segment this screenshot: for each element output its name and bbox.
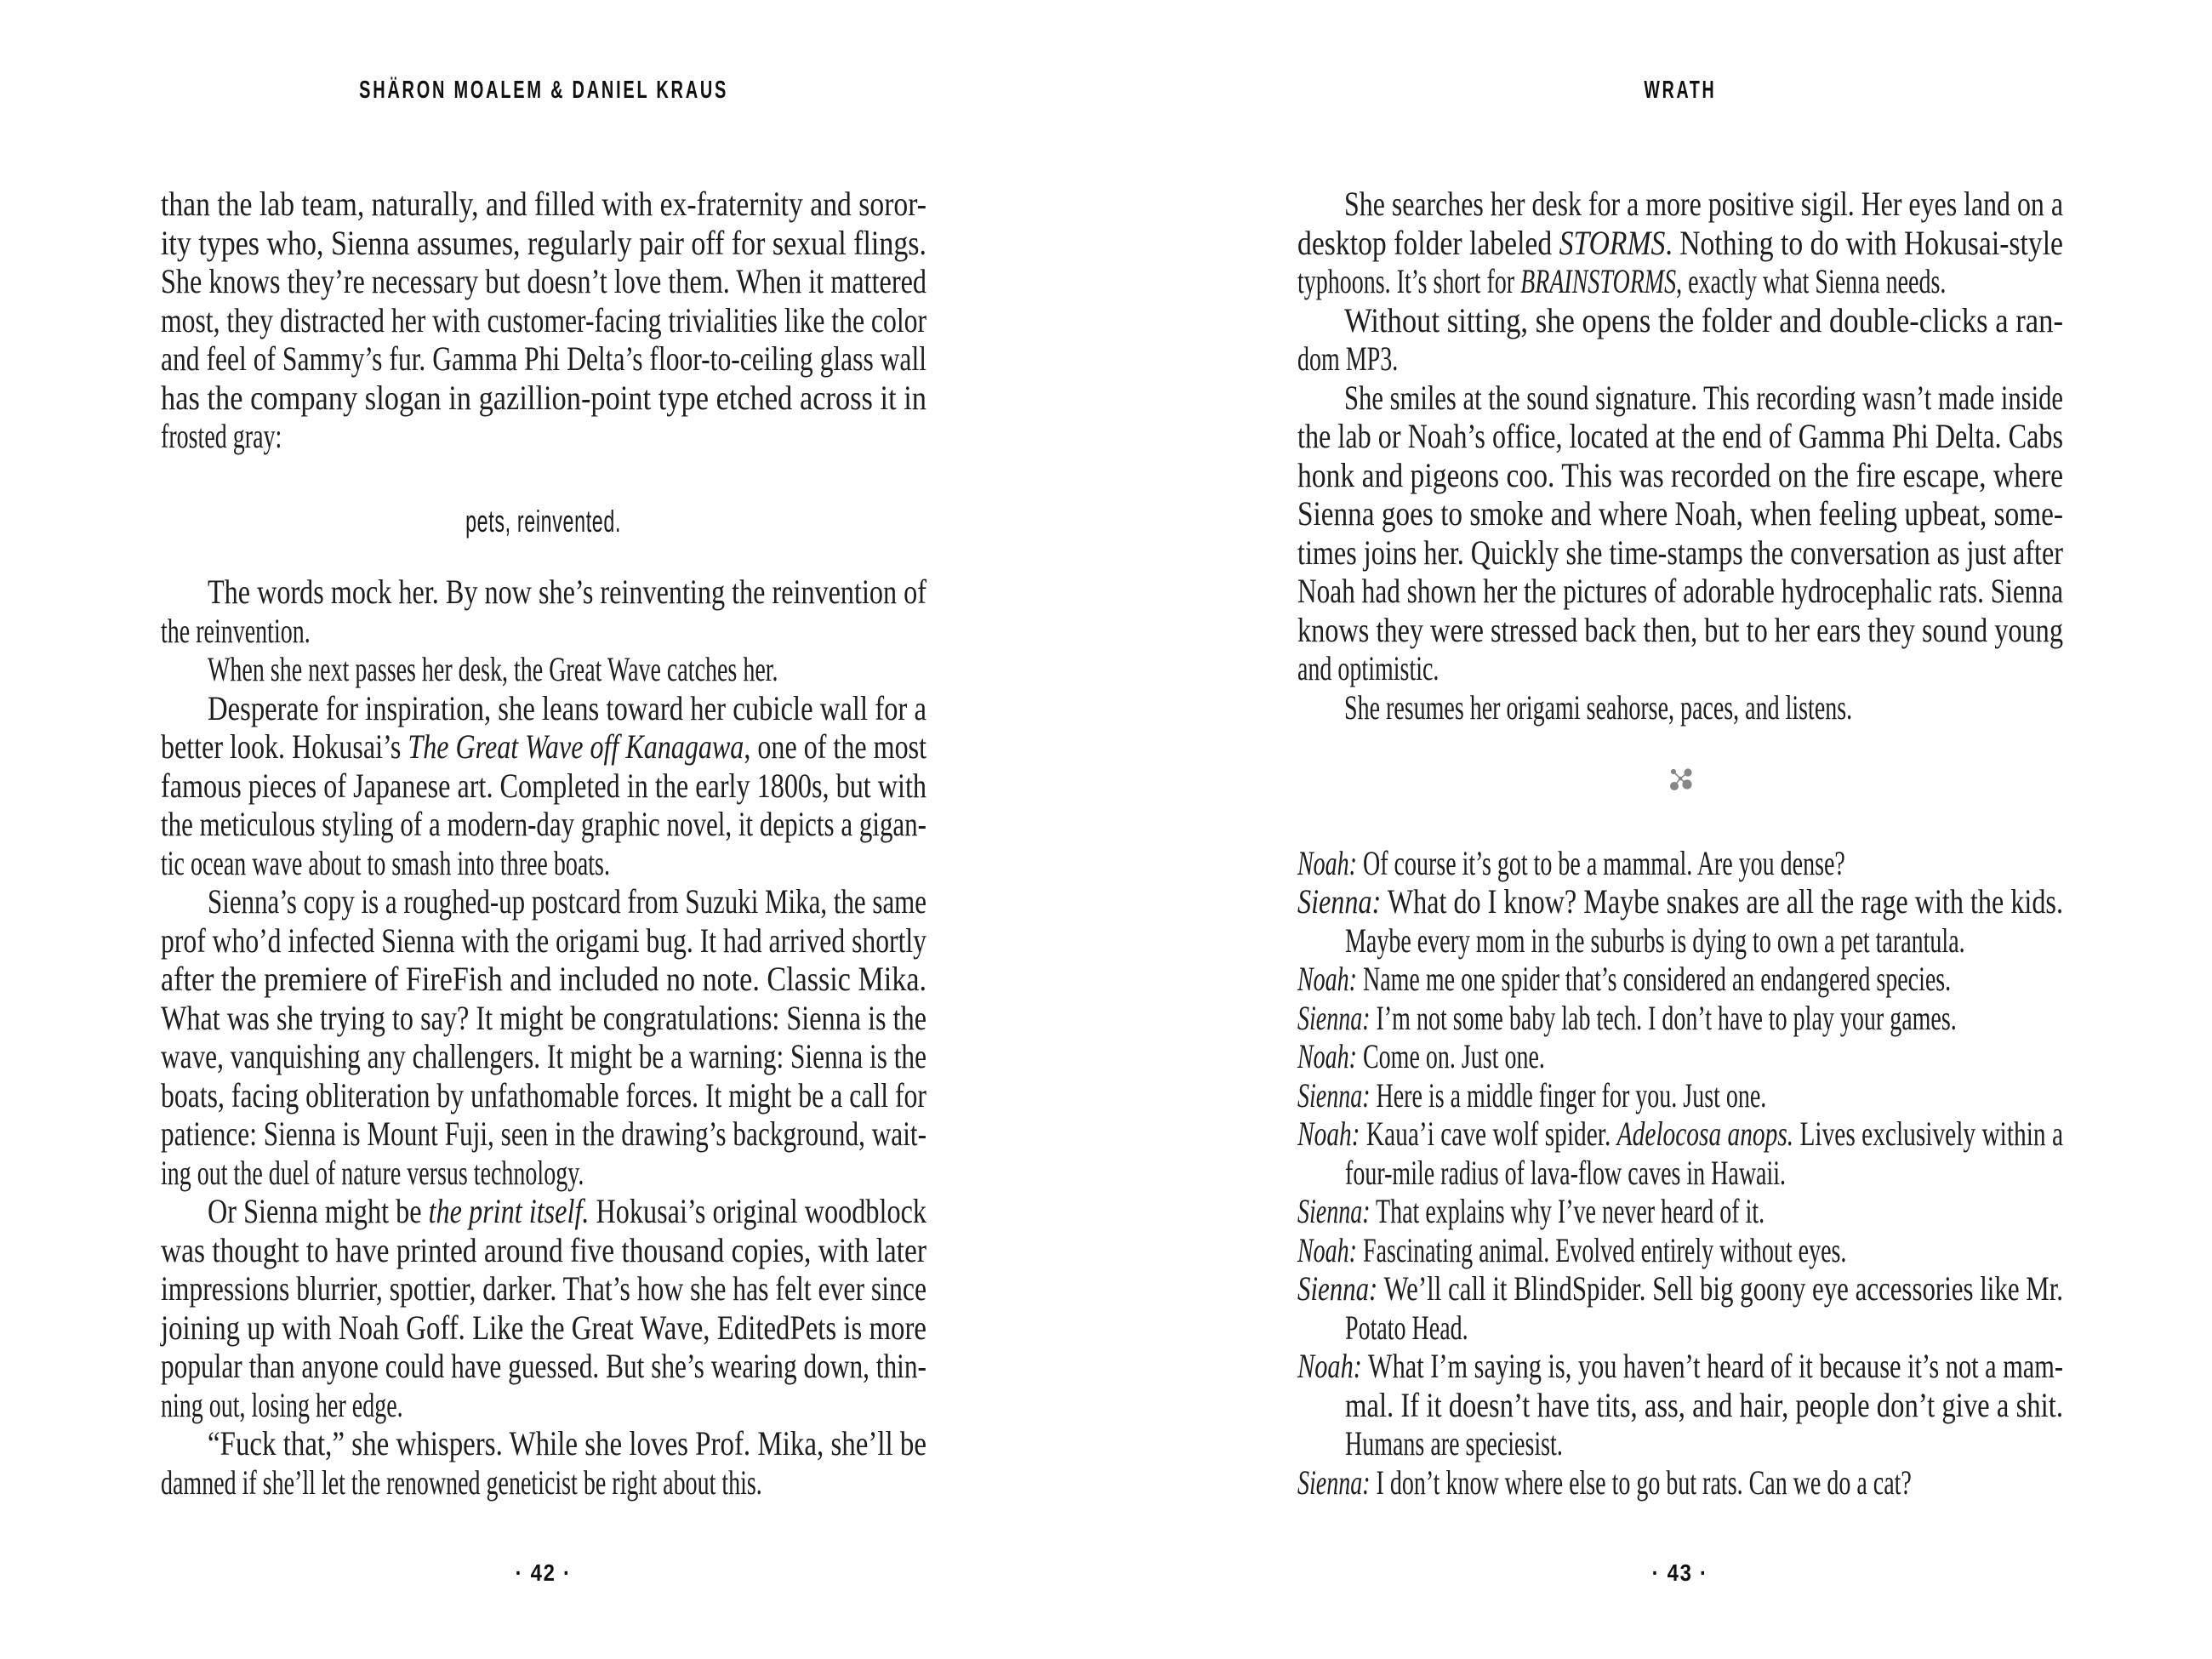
text-run: famous pieces of Japanese art. Completed in the early 1800s, but with <box>161 766 926 805</box>
text-run: ing out the duel of nature versus technology. <box>161 1153 584 1192</box>
text-run: joining up with Noah Goff. Like the Great Wave, EditedPets is more <box>161 1308 926 1347</box>
text-line-content <box>161 1076 926 1115</box>
text-line <box>161 1386 926 1425</box>
dialogue-entry-sienna <box>1297 1463 2063 1502</box>
dialogue-entry-noah <box>1297 1347 2063 1463</box>
text-line-content <box>161 185 926 224</box>
dialogue-line <box>1297 921 2063 961</box>
text-run: We’ll call it BlindSpider. Sell big goony eye accessories like Mr. <box>1377 1269 2063 1308</box>
text-run: Of course it’s got to be a mammal. Are you dense? <box>1357 843 1845 882</box>
dialogue-line <box>1297 1347 2063 1386</box>
text-line-content <box>161 727 926 767</box>
text-run: I’m not some baby lab tech. I don’t have to play your games. <box>1370 998 1957 1037</box>
text-run: the meticulous styling of a modern-day graphic novel, it depicts a gigan- <box>161 805 926 843</box>
dialogue-entry-noah <box>1297 844 2063 883</box>
paragraph <box>1297 301 2063 379</box>
dialogue-entry-noah <box>1297 1231 2063 1270</box>
text-run: Potato Head. <box>1345 1308 1468 1347</box>
running-head-authors-text: SHÄRON MOALEM & DANIEL KRAUS <box>359 77 728 104</box>
text-line <box>161 1269 926 1308</box>
text-line-content <box>1297 417 2063 456</box>
italic-text-run: Sienna: <box>1297 1269 1378 1308</box>
text-line-content <box>1297 494 2063 533</box>
italic-text-run: Sienna: <box>1297 1462 1371 1502</box>
text-line <box>161 1308 926 1348</box>
text-line-content <box>161 767 926 806</box>
text-line <box>161 185 926 224</box>
text-line <box>161 844 926 883</box>
paragraph <box>161 1192 926 1424</box>
text-run: four-mile radius of lava-flow caves in Hawaii. <box>1345 1153 1787 1192</box>
italic-text-run: BRAINSTORMS <box>1520 262 1677 300</box>
text-line-content <box>1297 224 2063 263</box>
dialogue-line <box>1297 960 2063 999</box>
dialogue-entry-noah <box>1297 1037 2063 1076</box>
text-line-content <box>1297 1076 1766 1115</box>
text-line-content <box>1345 921 1965 961</box>
text-run: Lives exclusively within a <box>1793 1115 2063 1153</box>
text-line <box>1297 572 2063 611</box>
page-number-42: · 42 · <box>515 1559 572 1586</box>
text-line-content <box>1297 1463 1912 1502</box>
text-line <box>161 999 926 1038</box>
text-line <box>161 1076 926 1115</box>
text-line <box>161 882 926 921</box>
text-run: . Nothing to do with Hokusai-style <box>1665 223 2063 262</box>
text-line-content <box>1297 456 2063 495</box>
text-line-content <box>161 1347 926 1386</box>
text-line <box>161 1115 926 1154</box>
running-head-title <box>1297 78 2063 103</box>
text-line <box>1297 533 2063 573</box>
text-line <box>161 1037 926 1076</box>
text-run: , exactly what Sienna needs. <box>1676 262 1947 300</box>
text-run: What was she trying to say? It might be congratulations: Sienna is the <box>161 998 926 1037</box>
text-line <box>161 767 926 806</box>
text-line-content <box>161 1231 926 1270</box>
text-run: The words mock her. By now she’s reinventing the reinvention of <box>208 573 926 611</box>
text-line-content <box>161 379 926 418</box>
right-paragraphs <box>1297 185 2063 727</box>
text-line-content <box>1297 844 1845 883</box>
text-run: Come on. Just one. <box>1357 1037 1545 1075</box>
text-line-content <box>161 262 926 301</box>
text-run: She knows they’re necessary but doesn’t love them. When it mattered <box>161 262 926 300</box>
italic-text-run: Noah: <box>1297 1347 1362 1385</box>
right-body-column <box>1297 185 2063 1502</box>
text-line-content <box>1297 882 2063 921</box>
text-line <box>161 612 926 651</box>
text-run: What I’m saying is, you haven’t heard of it because it’s not a mam- <box>1361 1347 2063 1385</box>
dialogue-line <box>1297 1386 2063 1425</box>
text-line <box>161 960 926 999</box>
text-line <box>161 921 926 961</box>
text-line <box>161 1463 926 1502</box>
text-run: What do I know? Maybe snakes are all the rage with the kids. <box>1381 882 2063 921</box>
text-run: Noah had shown her the pictures of adorable hydrocephalic rats. Sienna <box>1297 572 2063 610</box>
dialogue-line <box>1297 1154 2063 1193</box>
italic-text-run: the print itself. <box>428 1192 590 1230</box>
dialogue-line <box>1297 1192 2063 1231</box>
text-run: She resumes her origami seahorse, paces, and listens. <box>1344 687 1853 727</box>
text-line-content <box>161 999 926 1038</box>
italic-text-run: Noah: <box>1297 843 1357 882</box>
text-line-content <box>161 1037 926 1076</box>
text-line <box>161 689 926 728</box>
text-line <box>1297 688 2063 727</box>
text-run: She smiles at the sound signature. This recording wasn’t made inside <box>1344 378 2063 417</box>
text-line <box>161 573 926 612</box>
italic-text-run: Noah: <box>1297 960 1357 998</box>
dialogue-entry-sienna <box>1297 1076 2063 1115</box>
text-run: and optimistic. <box>1297 649 1440 687</box>
text-line-content <box>1344 301 2063 340</box>
italic-text-run: Sienna: <box>1297 1192 1371 1230</box>
text-line <box>161 805 926 844</box>
text-run: wave, vanquishing any challengers. It might be a warning: Sienna is the <box>161 1037 926 1075</box>
text-line-content <box>1297 1192 1764 1231</box>
text-line-content <box>161 339 926 379</box>
text-run: , one of the most <box>744 727 926 766</box>
dialogue-line <box>1297 1308 2063 1348</box>
text-run: Name me one spider that’s considered an endangered species. <box>1357 960 1952 998</box>
italic-text-run: Sienna: <box>1297 1075 1371 1115</box>
text-line-content <box>208 689 926 728</box>
text-run: Or Sienna might be <box>208 1192 429 1230</box>
text-line <box>161 1192 926 1231</box>
text-line-content <box>161 1386 403 1425</box>
text-line-content <box>1297 262 1946 301</box>
text-line <box>161 301 926 340</box>
text-run: was thought to have printed around five thousand copies, with later <box>161 1230 926 1269</box>
folio-right <box>1297 1561 2063 1585</box>
text-line <box>1297 185 2063 224</box>
text-line-content <box>208 1424 926 1463</box>
text-run: patience: Sienna is Mount Fuji, seen in the drawing’s background, wait- <box>161 1115 926 1153</box>
text-run: When she next passes her desk, the Great Wave catches her. <box>208 650 778 688</box>
text-line <box>161 1154 926 1193</box>
text-line <box>161 339 926 379</box>
text-line-content <box>1344 379 2063 418</box>
text-line-content <box>1297 611 2063 650</box>
text-line-content <box>161 612 311 651</box>
text-run: damned if she’ll let the renowned geneticist be right about this. <box>161 1462 762 1502</box>
text-line-content <box>161 805 926 844</box>
text-line-content <box>1297 1231 1846 1270</box>
paragraph <box>161 689 926 883</box>
italic-text-run: Noah: <box>1297 1115 1360 1153</box>
text-line-content <box>161 301 926 340</box>
text-run: typhoons. It’s short for <box>1297 262 1521 300</box>
text-run: popular than anyone could have guessed. But she’s wearing down, thin- <box>161 1347 926 1385</box>
paragraph <box>1297 185 2063 301</box>
text-run: better look. Hokusai’s <box>161 727 408 766</box>
text-run: Maybe every mom in the suburbs is dying to own a pet tarantula. <box>1345 921 1965 960</box>
text-run: She searches her desk for a more positive sigil. Her eyes land on a <box>1344 185 2063 223</box>
text-line-content <box>1297 1037 1545 1076</box>
text-line-content <box>1345 1308 1468 1348</box>
text-line-content <box>208 573 926 612</box>
text-run: has the company slogan in gazillion-point type etched across it in <box>161 378 926 417</box>
text-line-content <box>208 650 778 689</box>
text-line <box>161 727 926 767</box>
text-run: Kaua’i cave wolf spider. <box>1360 1115 1617 1153</box>
text-line <box>1297 339 2063 379</box>
text-run: ity types who, Sienna assumes, regularly pair off for sexual flings. <box>161 223 926 262</box>
text-line-content <box>1344 688 1852 727</box>
text-run: Hokusai’s original woodblock <box>589 1192 926 1230</box>
dialogue-line <box>1297 1037 2063 1076</box>
dialogue-line <box>1297 1424 2063 1463</box>
text-run: Fascinating animal. Evolved entirely without eyes. <box>1357 1230 1847 1269</box>
text-line <box>161 650 926 689</box>
text-run: Sienna goes to smoke and where Noah, when feeling upbeat, some- <box>1297 494 2063 533</box>
left-paragraphs <box>161 573 926 1502</box>
dialogue-section <box>1297 844 2063 1502</box>
text-run: Desperate for inspiration, she leans toward her cubicle wall for a <box>208 688 926 727</box>
text-run: and feel of Sammy’s fur. Gamma Phi Delta’s floor-to-ceiling glass wall <box>161 339 926 378</box>
dialogue-line <box>1297 1269 2063 1308</box>
text-line-content <box>1297 339 1398 379</box>
text-run: most, they distracted her with customer-facing trivialities like the color <box>161 300 926 339</box>
scene-break <box>1297 760 2063 799</box>
dialogue-line <box>1297 1115 2063 1154</box>
text-run: ning out, losing her edge. <box>161 1385 403 1424</box>
text-line-content <box>1297 533 2063 573</box>
text-line-content <box>161 1463 762 1502</box>
left-body-column <box>161 185 926 1502</box>
folio-left <box>161 1561 926 1585</box>
italic-text-run: Adelocosa anops. <box>1616 1115 1794 1153</box>
text-run: That explains why I’ve never heard of it. <box>1370 1192 1765 1230</box>
paragraph <box>161 573 926 650</box>
text-run: knows they were stressed back then, but to her ears they sound young <box>1297 610 2063 649</box>
text-line <box>1297 417 2063 456</box>
text-line-content <box>1297 960 1951 999</box>
text-line-content <box>1345 1154 1786 1193</box>
text-run: frosted gray: <box>161 417 282 455</box>
text-run: Sienna’s copy is a roughed-up postcard from Suzuki Mika, the same <box>208 882 926 921</box>
dialogue-entry-sienna <box>1297 882 2063 960</box>
opening-paragraph <box>161 185 926 456</box>
text-line-content <box>1297 1269 2063 1308</box>
text-line <box>1297 456 2063 495</box>
text-run: after the premiere of FireFish and included no note. Classic Mika. <box>161 960 926 998</box>
text-line-content <box>161 921 926 961</box>
text-line-content <box>208 882 926 921</box>
text-run: tic ocean wave about to smash into three boats. <box>161 843 610 882</box>
text-line <box>1297 379 2063 418</box>
paragraph <box>1297 688 2063 727</box>
dialogue-line <box>1297 1231 2063 1270</box>
dialogue-line <box>1297 882 2063 921</box>
paragraph <box>161 1424 926 1502</box>
paragraph <box>1297 379 2063 688</box>
dialogue-line <box>1297 1076 2063 1115</box>
text-line-content <box>161 417 282 456</box>
text-run: Humans are speciesist. <box>1345 1424 1563 1462</box>
dialogue-line <box>1297 999 2063 1038</box>
text-line-content <box>1297 1347 2063 1386</box>
text-line <box>161 379 926 418</box>
text-run: Here is a middle finger for you. Just one. <box>1370 1075 1767 1115</box>
text-line-content <box>1297 572 2063 611</box>
italic-text-run: Sienna: <box>1297 882 1382 921</box>
text-line-content <box>208 1192 926 1231</box>
text-line <box>1297 262 2063 301</box>
text-run: I don’t know where else to go but rats. Can we do a cat? <box>1370 1462 1912 1502</box>
text-run: honk and pigeons coo. This was recorded on the fire escape, where <box>1297 455 2063 494</box>
dialogue-entry-noah <box>1297 960 2063 999</box>
text-line-content <box>161 1269 926 1308</box>
text-line-content <box>161 1115 926 1154</box>
text-line-content <box>161 224 926 263</box>
text-run: boats, facing obliteration by unfathomable forces. It might be a call for <box>161 1075 926 1115</box>
text-line-content <box>161 844 610 883</box>
dialogue-line <box>1297 844 2063 883</box>
text-run: times joins her. Quickly she time-stamps the conversation as just after <box>1297 533 2063 572</box>
text-line-content <box>1345 1424 1563 1463</box>
running-head-title-text: WRATH <box>1644 77 1717 104</box>
text-line-content <box>1297 649 1439 688</box>
paragraph <box>161 650 926 689</box>
text-line <box>161 1347 926 1386</box>
text-run: “Fuck that,” she whispers. While she loves Prof. Mika, she’ll be <box>208 1424 926 1462</box>
text-run: dom MP3. <box>1297 339 1399 378</box>
text-line <box>1297 611 2063 650</box>
dialogue-entry-sienna <box>1297 1192 2063 1231</box>
text-line <box>161 224 926 263</box>
italic-text-run: Sienna: <box>1297 998 1371 1037</box>
text-line-content <box>1344 185 2063 224</box>
text-line <box>161 1424 926 1463</box>
text-run: Without sitting, she opens the folder and double-clicks a ran- <box>1344 300 2063 339</box>
page-right <box>1106 0 2212 1659</box>
text-run: than the lab team, naturally, and filled with ex-fraternity and soror- <box>161 185 926 223</box>
italic-text-run: STORMS <box>1559 223 1666 262</box>
text-line-content <box>161 960 926 999</box>
running-head-authors <box>161 78 926 103</box>
text-run: prof who’d infected Sienna with the origami bug. It had arrived shortly <box>161 921 926 960</box>
dialogue-entry-sienna <box>1297 999 2063 1038</box>
text-run: impressions blurrier, spottier, darker. That’s how she has felt ever since <box>161 1269 926 1308</box>
text-run: desktop folder labeled <box>1297 223 1559 262</box>
text-run: the lab or Noah’s office, located at the end of Gamma Phi Delta. Cabs <box>1297 417 2063 455</box>
text-run: the reinvention. <box>161 611 311 650</box>
paragraph <box>161 882 926 1192</box>
text-line <box>161 262 926 301</box>
company-slogan <box>161 502 926 541</box>
molecule-ornament-icon <box>1665 767 1696 791</box>
text-line <box>161 417 926 456</box>
text-line-content <box>1345 1386 2063 1425</box>
text-line-content <box>161 1308 926 1348</box>
text-line-content <box>161 1154 584 1193</box>
italic-text-run: Noah: <box>1297 1037 1357 1075</box>
text-line <box>1297 224 2063 263</box>
text-line <box>1297 301 2063 340</box>
text-line <box>1297 649 2063 688</box>
text-line-content <box>1297 999 1957 1038</box>
page-number-43: · 43 · <box>1651 1559 1708 1586</box>
company-slogan-text: pets, reinvented. <box>465 503 622 539</box>
dialogue-entry-sienna <box>1297 1269 2063 1347</box>
italic-text-run: Noah: <box>1297 1230 1357 1269</box>
dialogue-entry-noah <box>1297 1115 2063 1192</box>
dialogue-line <box>1297 1463 2063 1502</box>
italic-text-run: The Great Wave off Kanagawa <box>408 727 744 766</box>
text-line <box>161 1231 926 1270</box>
text-run: mal. If it doesn’t have tits, ass, and hair, people don’t give a shit. <box>1345 1385 2063 1424</box>
text-line-content <box>1297 1115 2063 1154</box>
text-line <box>1297 494 2063 533</box>
